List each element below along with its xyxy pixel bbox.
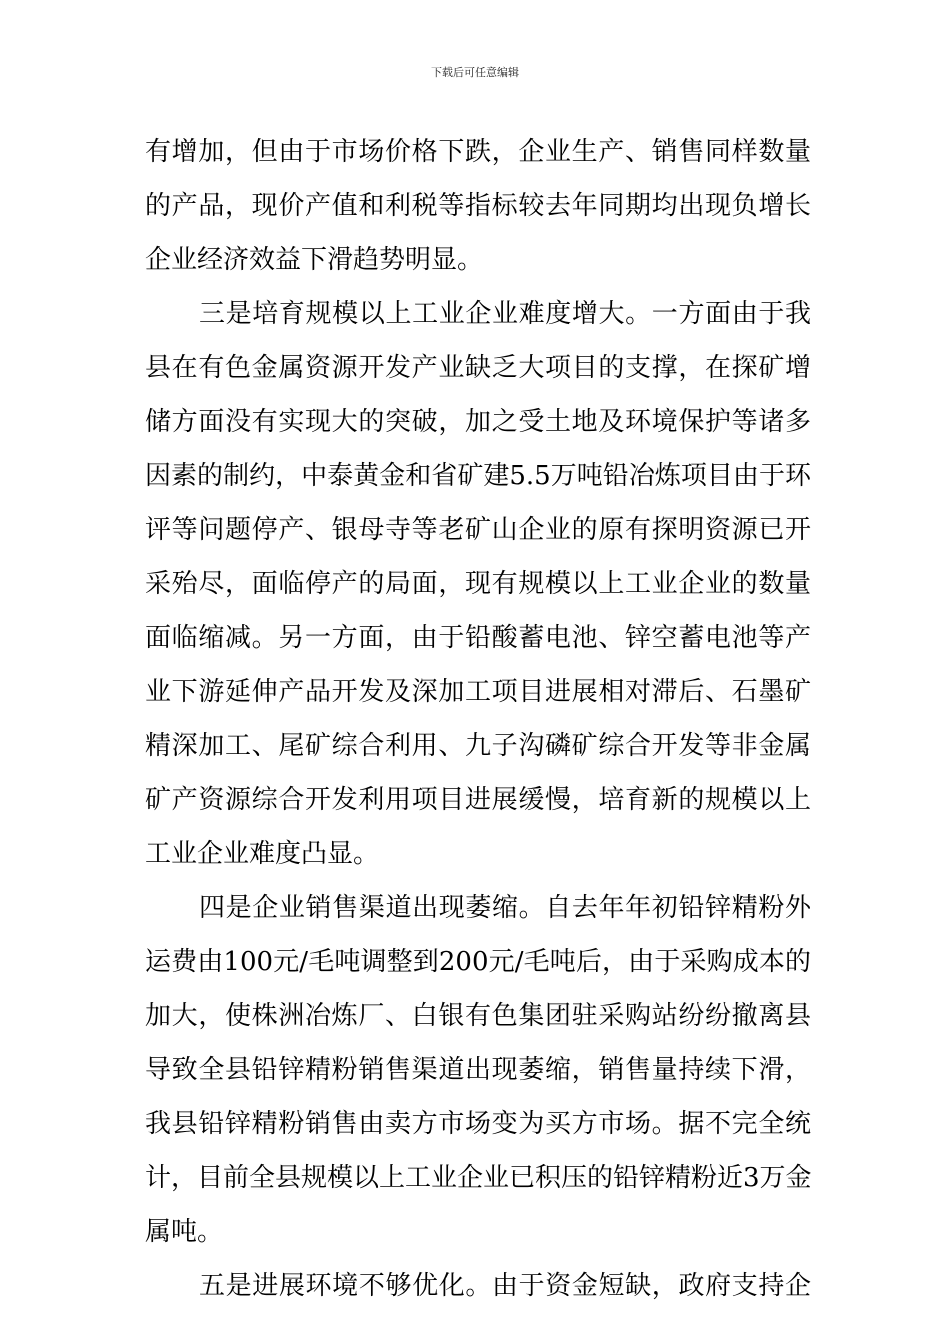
paragraph (145, 1259, 811, 1313)
text-line: 计，目前全县规模以上工业企业已积压的铅锌精粉近3万金 (145, 1163, 812, 1193)
text-line: 县在有色金属资源开发产业缺乏大项目的支撑，在探矿增 (145, 353, 811, 383)
text-line: 有增加，但由于市场价格下跌，企业生产、销售同样数量 (145, 137, 811, 167)
page-header: 下载后可任意编辑 (431, 66, 519, 79)
text-line: 导致全县铅锌精粉销售渠道出现萎缩，销售量持续下滑， (145, 1055, 811, 1085)
text-line: 面临缩减。另一方面，由于铅酸蓄电池、锌空蓄电池等产 (145, 623, 811, 653)
text-line: 企业经济效益下滑趋势明显。 (145, 245, 484, 275)
text-line: 的产品，现价产值和利税等指标较去年同期均出现负增长 (145, 191, 811, 221)
body-text (145, 125, 811, 1313)
text-line: 因素的制约，中泰黄金和省矿建5.5万吨铅冶炼项目由于环 (145, 461, 811, 491)
text-line: 工业企业难度凸显。 (145, 839, 380, 869)
paragraph (145, 881, 811, 1259)
text-line: 评等问题停产、银母寺等老矿山企业的原有探明资源已开 (145, 515, 811, 545)
paragraph (145, 125, 811, 287)
text-line: 加大，使株洲冶炼厂、白银有色集团驻采购站纷纷撤离县 (145, 1001, 811, 1031)
text-line: 运费由100元/毛吨调整到200元/毛吨后，由于采购成本的 (145, 947, 811, 977)
text-line: 矿产资源综合开发利用项目进展缓慢，培育新的规模以上 (145, 785, 811, 815)
text-line: 属吨。 (145, 1217, 224, 1247)
text-line: 四是企业销售渠道出现萎缩。自去年年初铅锌精粉外 (199, 893, 811, 923)
text-line: 五是进展环境不够优化。由于资金短缺，政府支持企 (199, 1271, 811, 1301)
text-line: 我县铅锌精粉销售由卖方市场变为买方市场。据不完全统 (145, 1109, 811, 1139)
text-line: 精深加工、尾矿综合利用、九子沟磷矿综合开发等非金属 (145, 731, 811, 761)
text-line: 三是培育规模以上工业企业难度增大。一方面由于我 (199, 299, 811, 329)
paragraph (145, 287, 811, 881)
text-line: 业下游延伸产品开发及深加工项目进展相对滞后、石墨矿 (145, 677, 811, 707)
text-line: 储方面没有实现大的突破，加之受土地及环境保护等诸多 (145, 407, 811, 437)
text-line: 采殆尽，面临停产的局面，现有规模以上工业企业的数量 (145, 569, 811, 599)
